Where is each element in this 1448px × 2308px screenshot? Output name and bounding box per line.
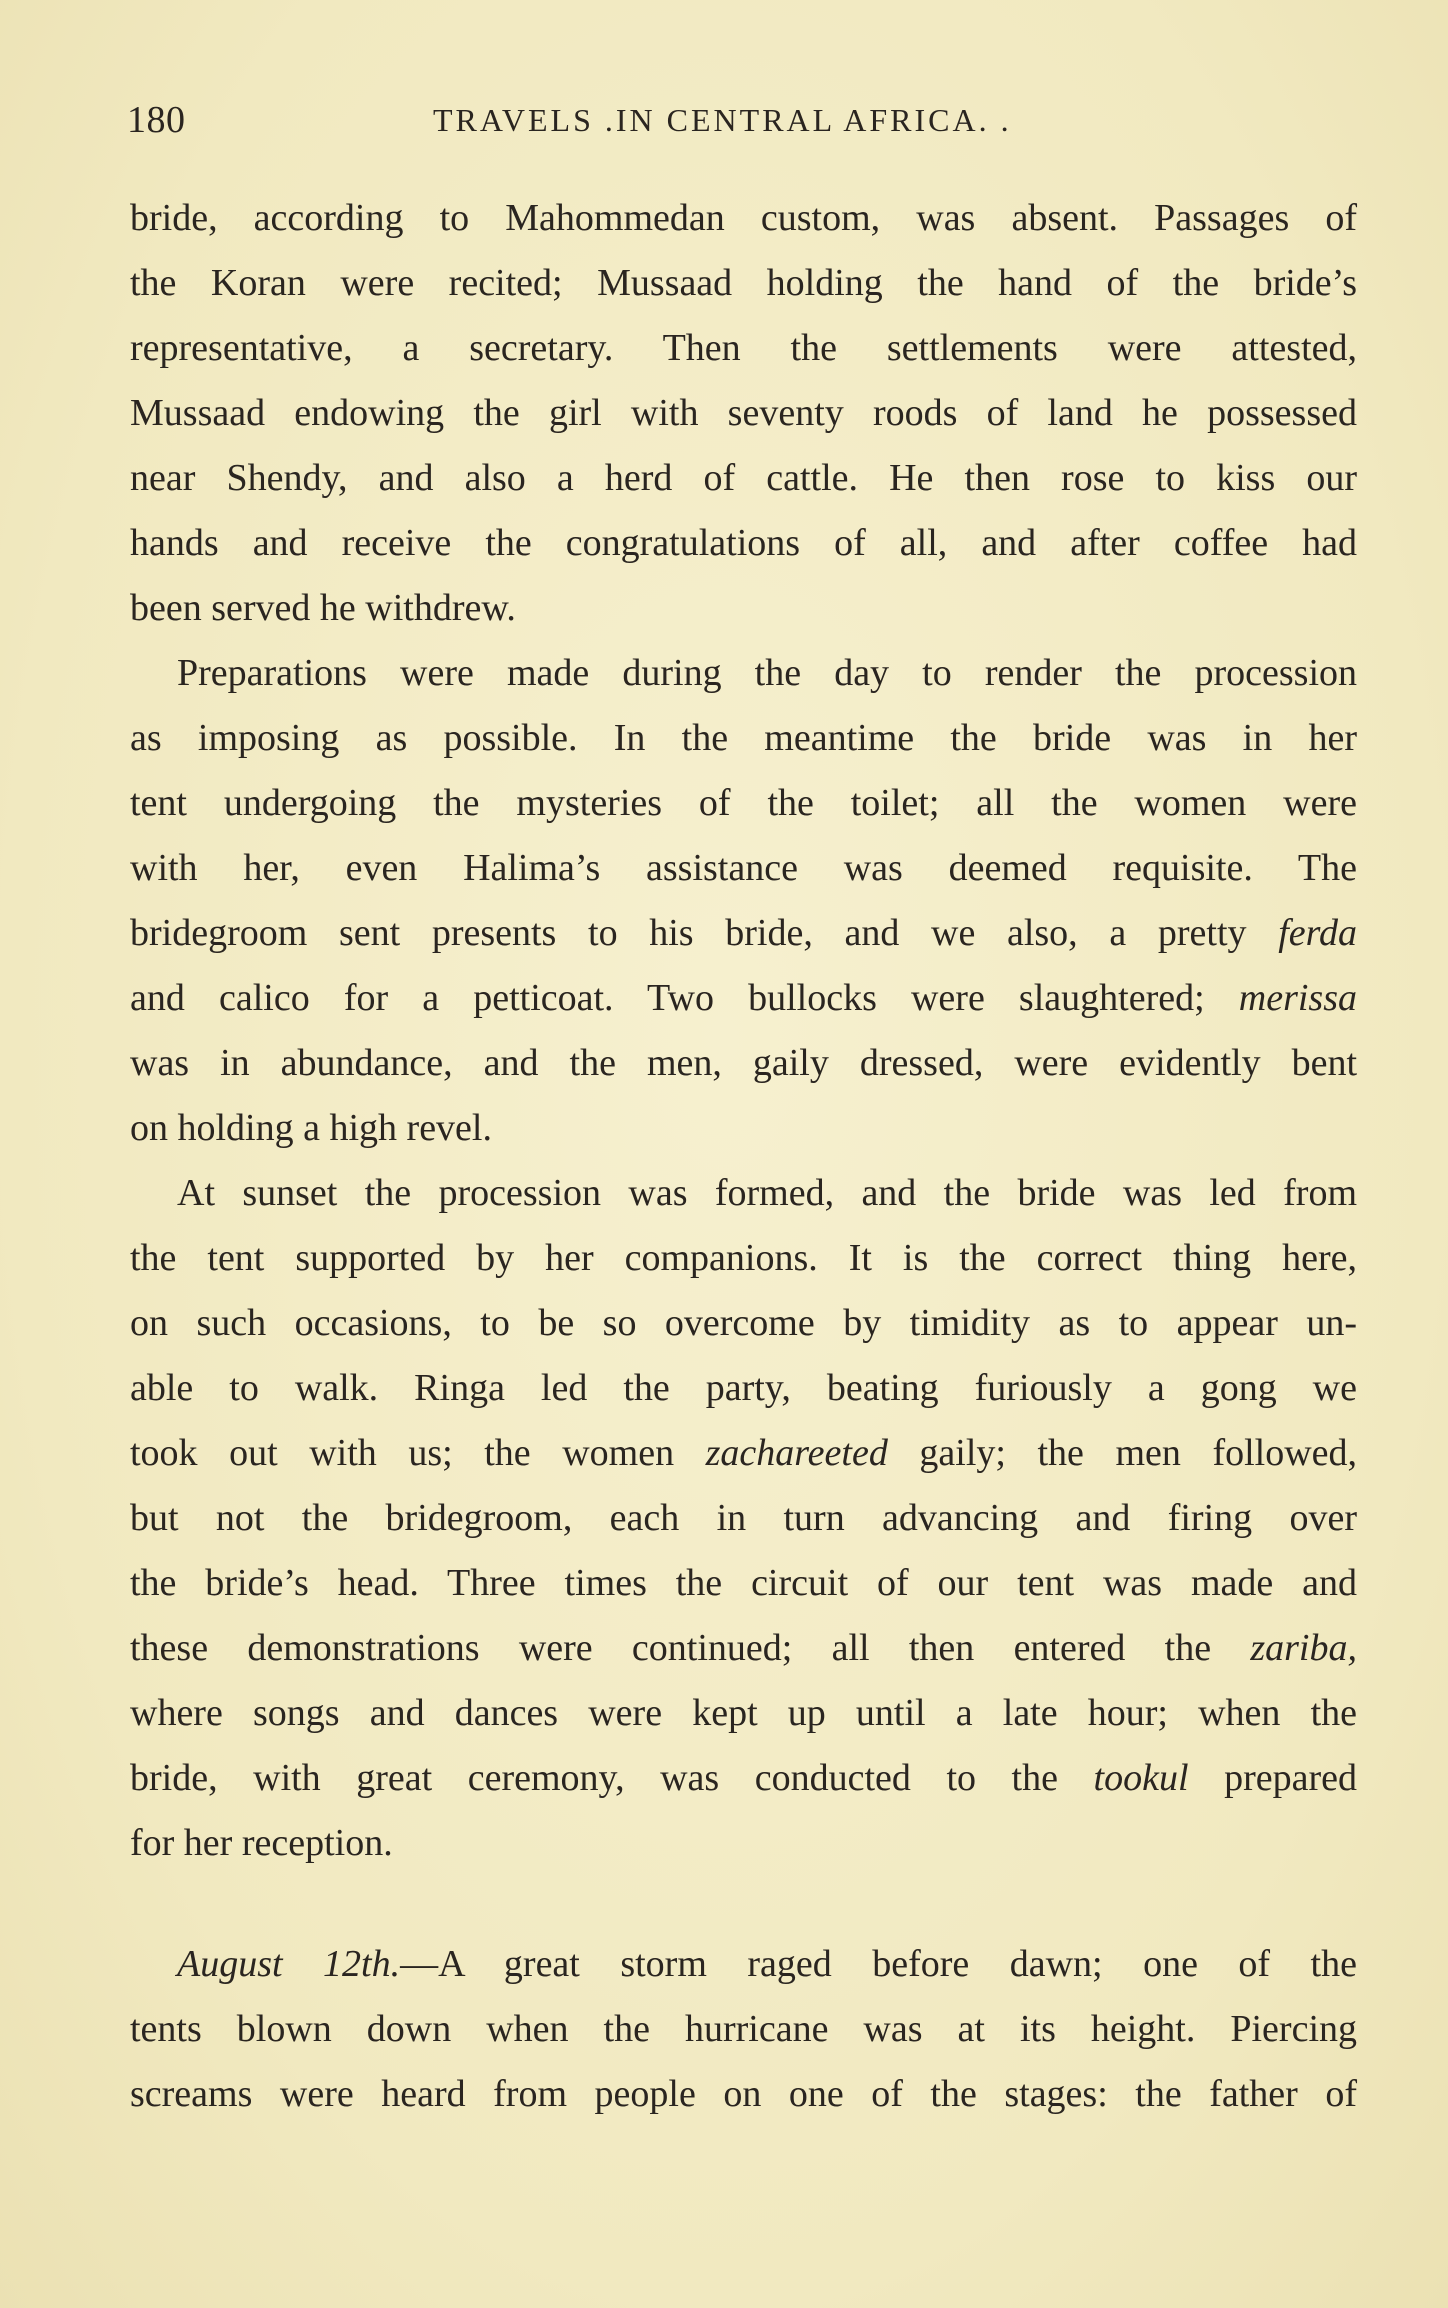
paragraph-1	[130, 186, 1357, 641]
text-segment: and calico for a petticoat. Two bullocks were slaughtered;	[130, 977, 1205, 1019]
date-heading: August 12th.	[177, 1943, 401, 1985]
text-line	[130, 1616, 1357, 1681]
text-line: At sunset the procession was formed, and the bride was led from	[177, 1172, 1357, 1214]
paragraph-2	[130, 641, 1357, 1161]
text-segment: gaily; the men followed,	[919, 1432, 1358, 1474]
text-line: tents blown down when the hurricane was at its height. Piercing	[130, 2008, 1357, 2050]
text-line: Preparations were made during the day to render the procession	[177, 652, 1357, 694]
text-segment: these demonstrations were continued; all then entered the	[130, 1627, 1212, 1669]
text-line: as imposing as possible. In the meantime the bride was in her	[130, 717, 1357, 759]
paragraph-gap	[130, 1876, 1357, 1932]
text-line: Mussaad endowing the girl with seventy roods of land he possessed	[130, 392, 1357, 434]
body-text	[130, 186, 1357, 2127]
text-line: on such occasions, to be so overcome by timidity as to appear un-	[130, 1302, 1357, 1344]
text-line: hands and receive the congratulations of all, and after coffee had	[130, 522, 1357, 564]
text-line: able to walk. Ringa led the party, beating furiously a gong we	[130, 1367, 1357, 1409]
paragraph-4	[130, 1932, 1357, 2127]
text-segment: bridegroom sent presents to his bride, and we also, a pretty	[130, 912, 1247, 954]
text-line: the Koran were recited; Mussaad holding the hand of the bride’s	[130, 262, 1357, 304]
text-line: tent undergoing the mysteries of the toilet; all the women were	[130, 782, 1357, 824]
text-segment: —A great storm raged before dawn; one of the	[400, 1943, 1357, 1985]
text-line: bride, according to Mahommedan custom, was absent. Passages of	[130, 197, 1357, 239]
text-line	[130, 966, 1357, 1031]
text-line: for her reception.	[130, 1822, 393, 1864]
text-line	[130, 1421, 1357, 1486]
italic-term: ferda	[1278, 912, 1357, 954]
text-segment: took out with us; the women	[130, 1432, 675, 1474]
text-line: screams were heard from people on one of the stages: the father of	[130, 2073, 1357, 2115]
text-line: on holding a high revel.	[130, 1107, 492, 1149]
text-line	[130, 901, 1357, 966]
italic-term: zachareeted	[705, 1432, 888, 1474]
text-line: but not the bridegroom, each in turn advancing and firing over	[130, 1497, 1357, 1539]
page-number: 180	[127, 99, 186, 141]
text-segment: bride, with great ceremony, was conducted to the	[130, 1757, 1058, 1799]
text-line	[130, 1932, 1357, 1997]
text-line: with her, even Halima’s assistance was deemed requisite. The	[130, 847, 1357, 889]
text-line: representative, a secretary. Then the settlements were attested,	[130, 327, 1357, 369]
text-line	[130, 1746, 1357, 1811]
italic-term: merissa	[1238, 977, 1358, 1019]
text-segment: prepared	[1224, 1757, 1357, 1799]
italic-term: zariba,	[1250, 1627, 1357, 1669]
text-line: near Shendy, and also a herd of cattle. He then rose to kiss our	[130, 457, 1357, 499]
paragraph-3	[130, 1161, 1357, 1876]
running-head: TRAVELS .IN CENTRAL AFRICA. .	[433, 102, 1012, 138]
text-line: the bride’s head. Three times the circuit of our tent was made and	[130, 1562, 1357, 1604]
text-line: where songs and dances were kept up until a late hour; when the	[130, 1692, 1357, 1734]
text-line: was in abundance, and the men, gaily dressed, were evidently bent	[130, 1042, 1357, 1084]
text-line: been served he withdrew.	[130, 587, 516, 629]
italic-term: tookul	[1093, 1757, 1189, 1799]
page-header	[127, 98, 1347, 148]
text-line: the tent supported by her companions. It is the correct thing here,	[130, 1237, 1357, 1279]
